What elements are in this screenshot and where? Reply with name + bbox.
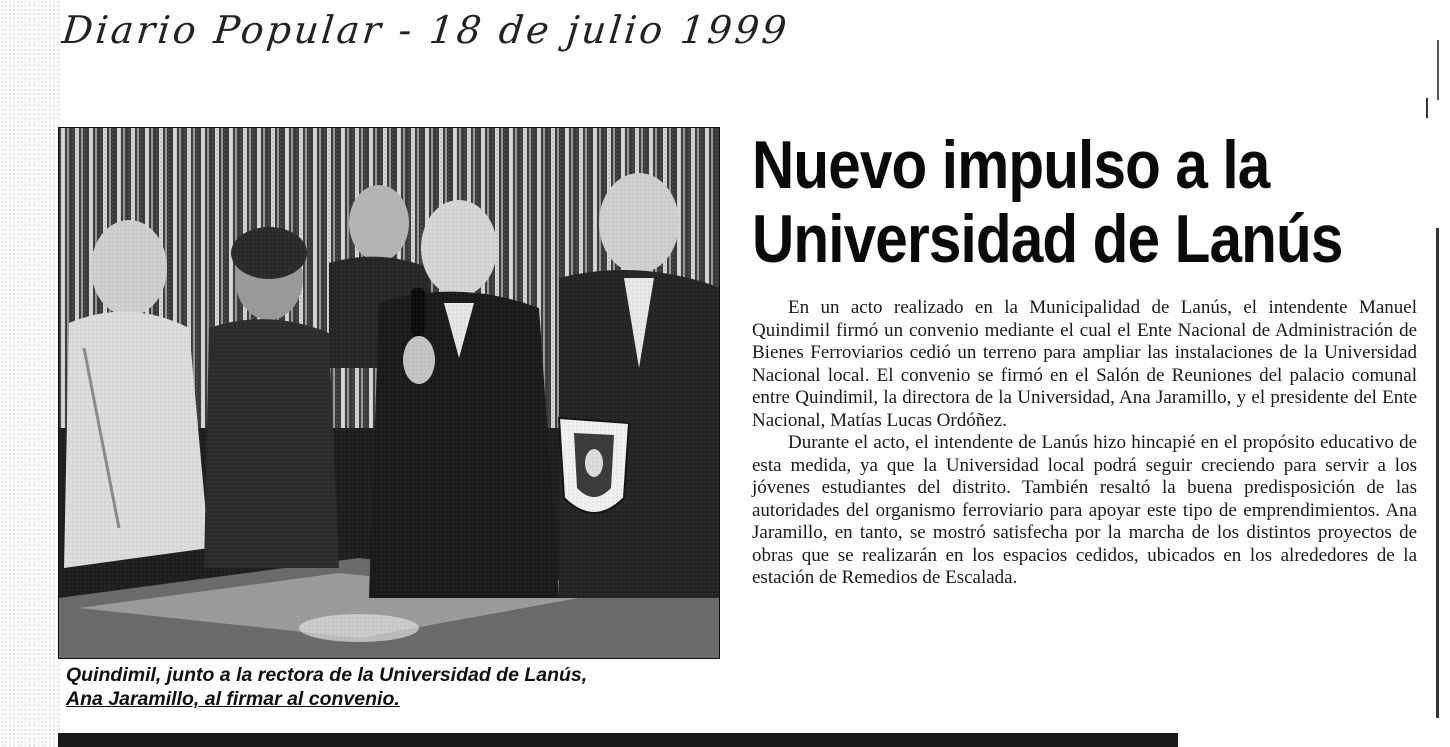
caption-line: Quindimil, junto a la rectora de la Universidad de Lanús, [66,664,588,686]
scan-mark [1426,98,1428,118]
article-body [752,297,1417,590]
headline-line: Nuevo impulso a la [752,127,1270,203]
caption-line: Ana Jaramillo, al firmar al convenio. [66,688,400,710]
article-photo [58,127,720,659]
article-paragraph: En un acto realizado en la Municipalidad de Lanús, el intendente Manuel Quindimil firmó un convenio mediante el cual el Ente Nacional de Administración de Bienes Ferroviarios cedió un terreno para ampliar las instalaciones de la Universidad Nacional local. El convenio se firmó en el Salón de Reuniones del palacio comunal entre Quindimil, la directora de la Universidad, Ana Jaramillo, y el presidente del Ente Nacional, Matías Lucas Ordóñez. [752,297,1417,431]
article-paragraph: Durante el acto, el intendente de Lanús hizo hincapié en el propósito educativo de esta medida, ya que la Universidad local podrá seguir creciendo para servir a los jóvenes estudiantes del distrito. También resaltó la buena predisposición de las autoridades del organismo ferroviario para apoyar este tipo de emprendimientos. Ana Jaramillo, en tanto, se mostró satisfecha por la marcha de los distintos proyectos de obras que se realizarán en los espacios cedidos, ubicados en los alrededores de la estación de Remedios de Escalada. [752,432,1417,588]
photo-caption [66,663,716,711]
scan-edge-texture [0,0,60,747]
handwritten-source-note: Diario Popular - 18 de julio 1999 [60,8,792,52]
bottom-rule [58,733,1178,747]
article-headline [752,127,1343,277]
headline-line: Universidad de Lanús [752,201,1343,277]
column-rule [1436,228,1439,718]
photo-illustration [59,128,720,659]
scan-mark [1437,40,1439,100]
